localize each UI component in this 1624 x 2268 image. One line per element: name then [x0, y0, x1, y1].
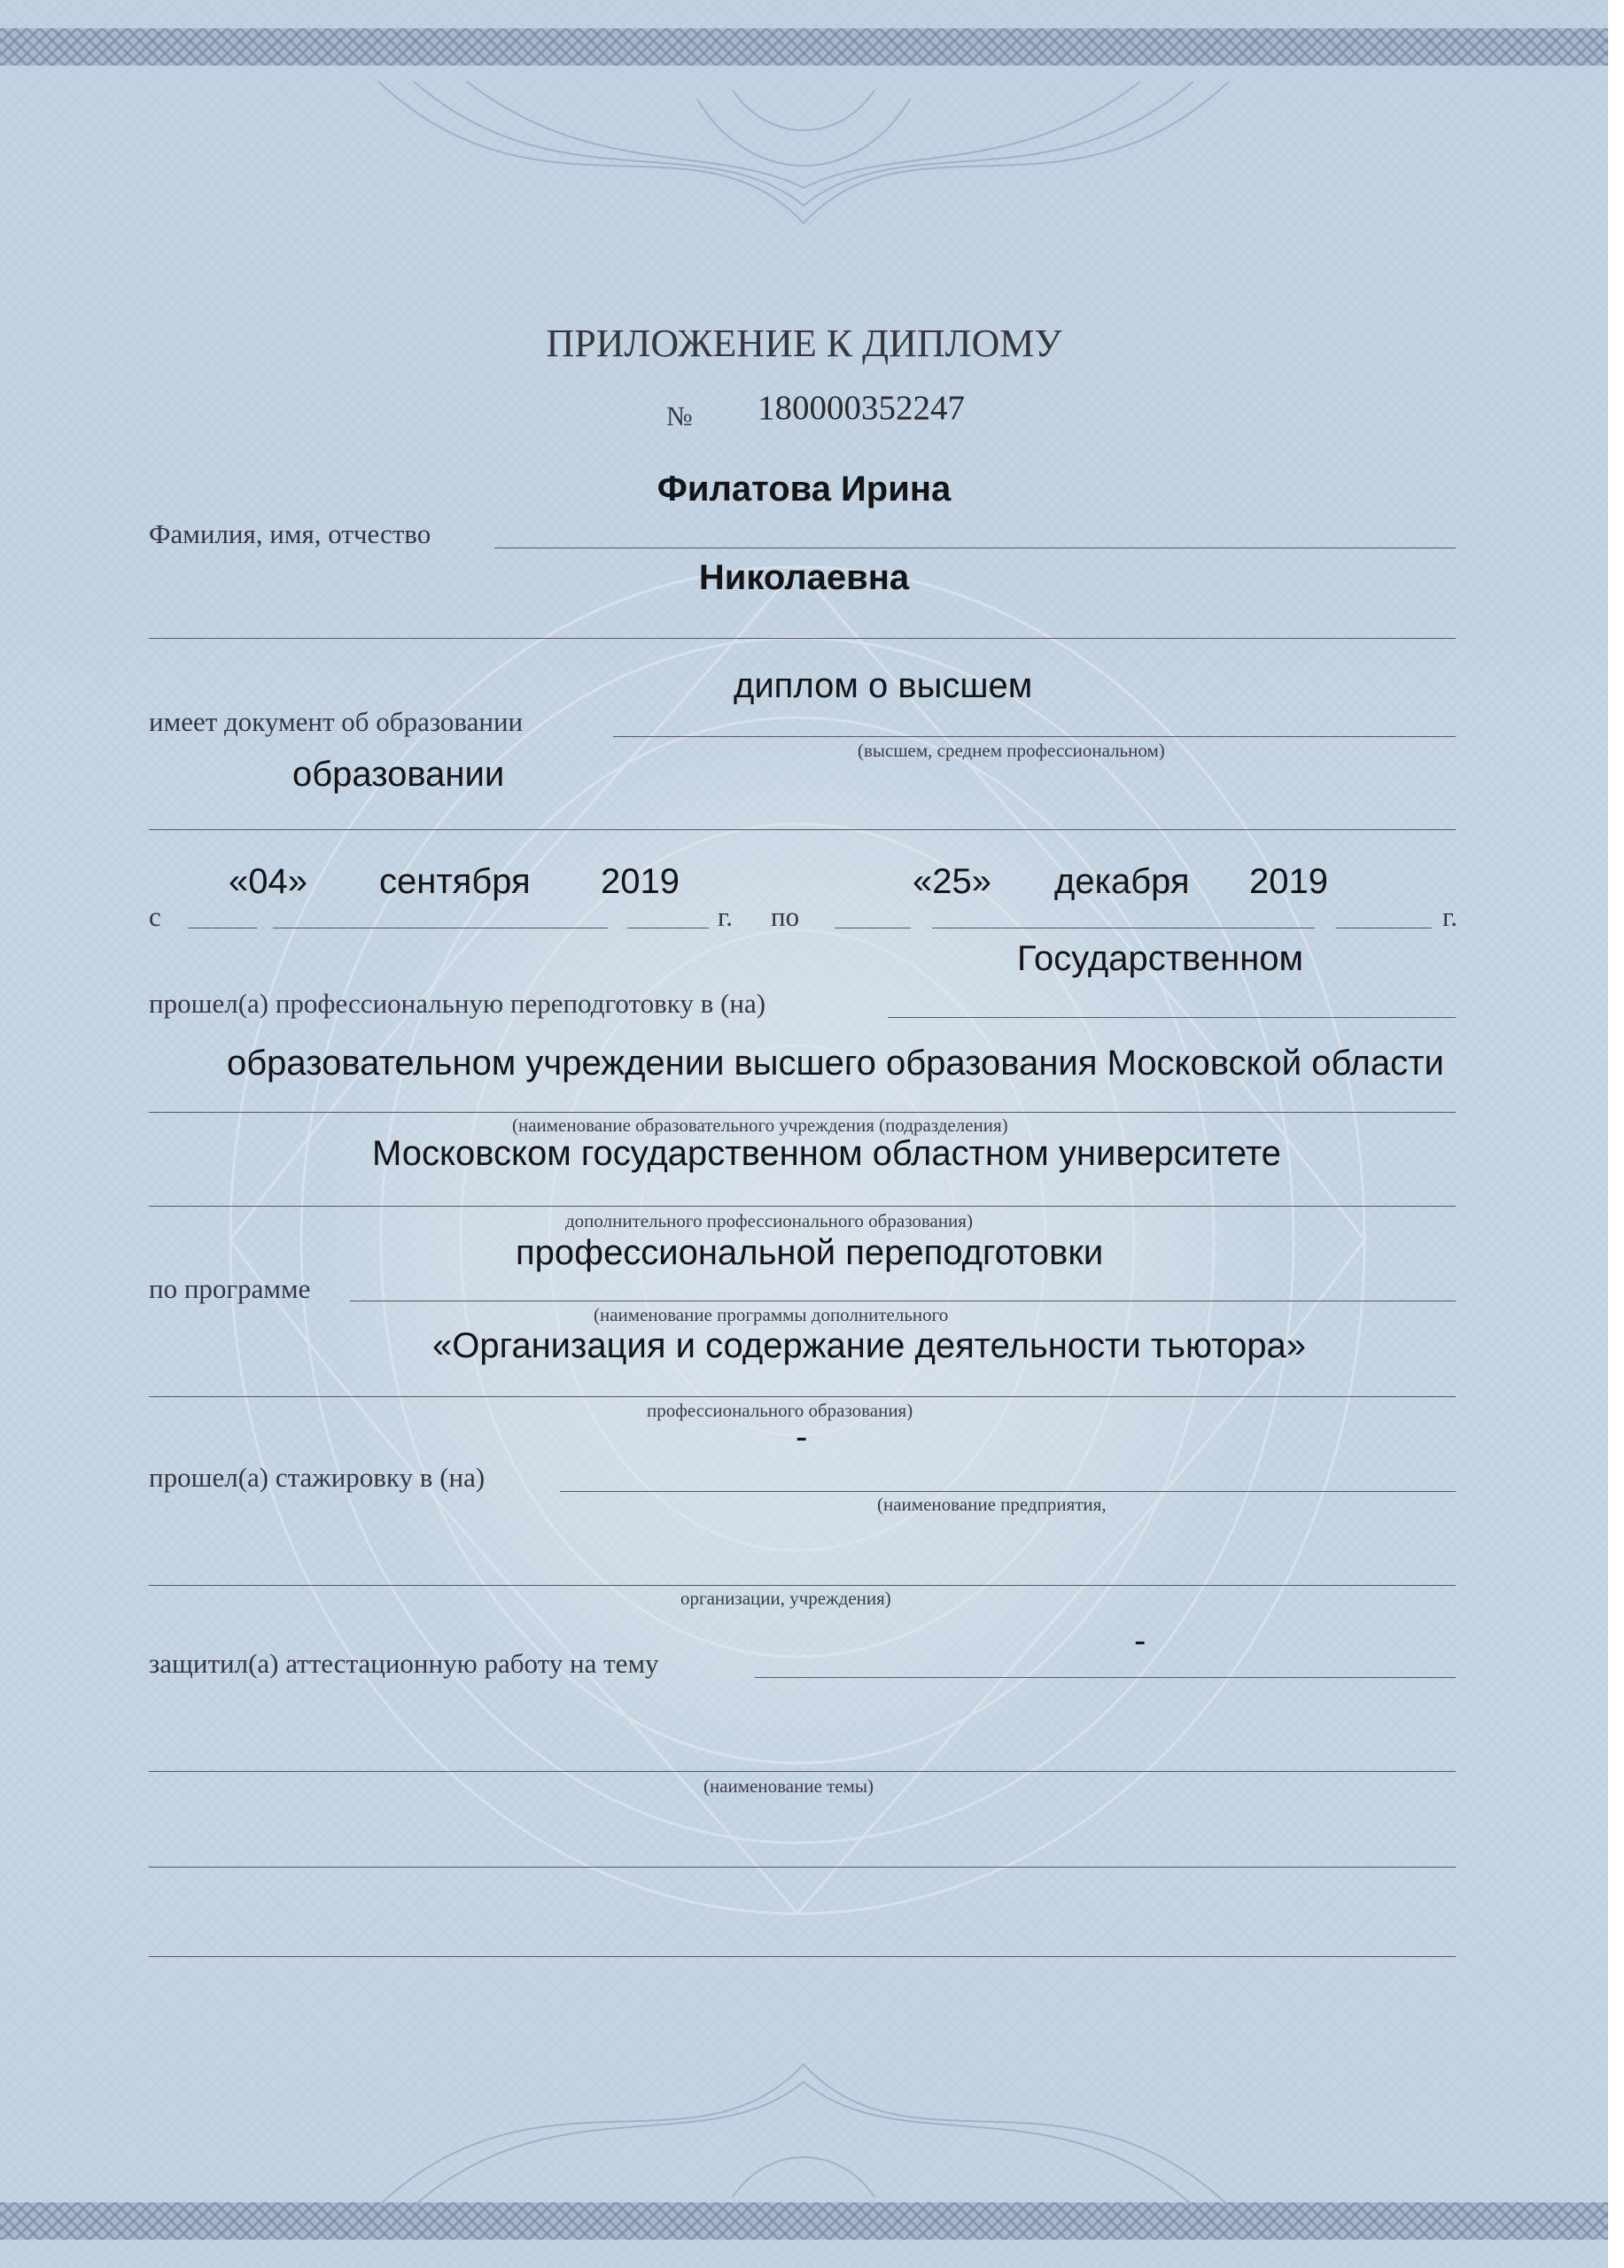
from-day: «04» — [229, 862, 307, 901]
education-label: имеет документ об образовании — [149, 706, 524, 737]
to-year: 2019 — [1249, 862, 1328, 901]
education-line2 — [149, 829, 1456, 830]
program-line2 — [149, 1396, 1456, 1397]
person-name-line2: Николаевна — [698, 558, 910, 597]
education-value-line2: образовании — [292, 755, 505, 794]
year-suffix-2: г. — [1442, 901, 1457, 932]
retraining-line1 — [888, 1017, 1456, 1018]
person-line2 — [149, 638, 1456, 639]
retraining-value-line1: Государственном — [1017, 939, 1304, 978]
thesis-line1 — [755, 1677, 1456, 1678]
guilloche-border-top — [0, 28, 1608, 66]
year-suffix-1: г. — [718, 901, 733, 932]
retraining-hint-line3: дополнительного профессионального образования) — [565, 1210, 973, 1231]
thesis-value: - — [1134, 1621, 1146, 1660]
internship-hint-line1: (наименование предприятия, — [877, 1494, 1107, 1515]
internship-value: - — [796, 1418, 808, 1456]
from-prefix: с — [149, 901, 161, 932]
paper-edge — [1608, 0, 1624, 2268]
program-hint-line1: (наименование программы дополнительного — [594, 1304, 949, 1325]
retraining-hint-line2: (наименование образовательного учреждения (подразделения) — [512, 1115, 1008, 1136]
to-prefix: по — [771, 901, 800, 932]
thesis-line4 — [149, 1956, 1456, 1957]
education-line1 — [613, 736, 1456, 737]
document-number: 180000352247 — [758, 389, 965, 427]
person-name-line1: Филатова Ирина — [657, 470, 952, 509]
thesis-label: защитил(а) аттестационную работу на тему — [149, 1648, 659, 1679]
program-hint-line2: профессионального образования) — [647, 1400, 913, 1421]
internship-line1 — [560, 1491, 1456, 1492]
thesis-line2 — [149, 1771, 1456, 1772]
to-day: «25» — [913, 862, 991, 901]
from-month: сентября — [379, 862, 531, 901]
program-value-line1: профессиональной переподготовки — [516, 1233, 1104, 1272]
number-sign: № — [666, 400, 693, 431]
program-label: по программе — [149, 1273, 311, 1304]
person-label: Фамилия, имя, отчество — [149, 518, 431, 549]
education-hint: (высшем, среднем профессиональном) — [858, 740, 1165, 761]
retraining-value-line3: Московском государственном областном университете — [372, 1134, 1281, 1173]
internship-label: прошел(а) стажировку в (на) — [149, 1462, 486, 1493]
thesis-hint: (наименование темы) — [703, 1775, 874, 1797]
internship-hint-line2: организации, учреждения) — [680, 1588, 891, 1609]
retraining-line3 — [149, 1206, 1456, 1207]
education-value-line1: диплом о высшем — [734, 666, 1033, 705]
internship-line2 — [149, 1585, 1456, 1586]
program-value-line2: «Организация и содержание деятельности тьютора» — [432, 1326, 1306, 1365]
from-year: 2019 — [601, 862, 680, 901]
ornament-bottom — [361, 2047, 1247, 2215]
retraining-line2 — [149, 1112, 1456, 1113]
document-title: ПРИЛОЖЕНИЕ К ДИПЛОМУ — [546, 322, 1062, 365]
retraining-label: прошел(а) профессиональную переподготовку в (на) — [149, 988, 766, 1019]
ornament-top — [361, 73, 1247, 241]
thesis-line3 — [149, 1867, 1456, 1868]
retraining-value-line2: образовательном учреждении высшего образования Московской области — [227, 1044, 1444, 1083]
to-month: декабря — [1054, 862, 1190, 901]
